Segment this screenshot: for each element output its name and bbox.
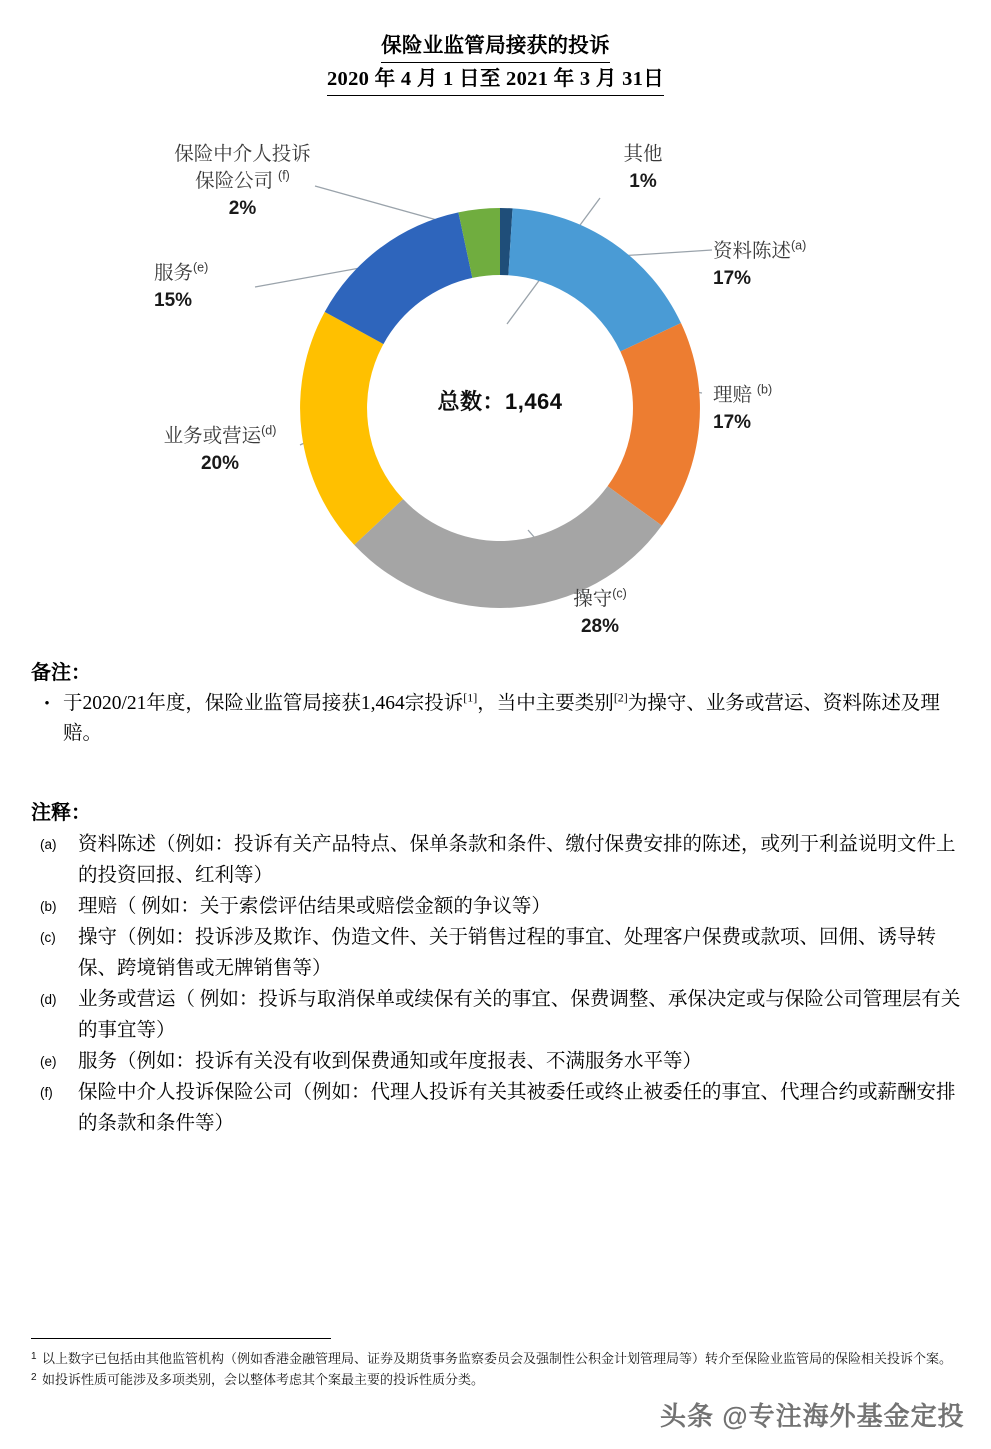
bullet-icon: •	[44, 696, 50, 712]
callout-service-label: 服务$^{(e)}$	[154, 260, 209, 284]
watermark: 头条 @专注海外基金定投	[660, 1401, 965, 1431]
footnotes-section	[31, 1348, 961, 1390]
page-title	[0, 32, 991, 96]
callout-service-sup: (e)	[193, 260, 209, 275]
callout-service	[154, 260, 284, 314]
footnote-1-mark: 1	[31, 1351, 37, 1362]
slice-claims	[608, 323, 700, 526]
callout-disclosure-value: 17%	[713, 268, 752, 289]
note-mark-c: (c)	[40, 930, 56, 945]
remarks-item-text: 于2020/21年度，保险业监管局接获1,464宗投诉[1]，当中主要类别[2]为操守、业务或营运、资料陈述及理赔。	[63, 690, 940, 744]
note-item-e	[31, 1046, 961, 1077]
callout-disclosure	[713, 238, 943, 292]
notes-section	[31, 800, 961, 1139]
footnote-2-mark: 2	[31, 1372, 37, 1383]
callout-claims-label: 理赔 $^{(b)}$	[713, 382, 773, 406]
title-line-2: 2020 年 4 月 1 日至 2021 年 3 月 31日	[327, 65, 664, 96]
note-text-b: 理赔（ 例如：关于索偿评估结果或赔偿金额的争议等）	[78, 896, 551, 917]
note-text-a: 资料陈述（例如：投诉有关产品特点、保单条款和条件、缴付保费安排的陈述，或列于利益说明文件上的投资回报、红利等）	[78, 834, 956, 886]
callout-intermediary-label-1: 保险中介人投诉	[174, 144, 311, 165]
callout-service-value: 15%	[154, 290, 193, 311]
note-text-d: 业务或营运（ 例如：投诉与取消保单或续保有关的事宜、保费调整、承保决定或与保险公司管理层有关的事宜等）	[78, 989, 961, 1041]
remarks-heading: 备注：	[31, 662, 91, 684]
slice-disclosure	[508, 208, 681, 351]
remarks-section	[31, 660, 961, 749]
remarks-sup-1: [1]	[463, 690, 478, 705]
note-text-f: 保险中介人投诉保险公司（例如：代理人投诉有关其被委任或终止被委任的事宜、代理合约或薪酬安排的条款和条件等）	[78, 1082, 956, 1134]
callout-conduct	[545, 586, 655, 640]
note-mark-e: (e)	[40, 1054, 57, 1069]
remarks-item	[31, 689, 961, 749]
callout-business	[130, 423, 310, 477]
callout-disclosure-label: 资料陈述$^{(a)}$	[713, 238, 807, 262]
callout-business-sup: (d)	[261, 423, 277, 438]
footnote-2-text: 如投诉性质可能涉及多项类别，会以整体考虑其个案最主要的投诉性质分类。	[42, 1372, 485, 1387]
note-mark-f: (f)	[40, 1085, 53, 1100]
callout-conduct-label: 操守$^{(c)}$	[573, 586, 627, 610]
note-item-b	[31, 891, 961, 922]
note-item-f	[31, 1077, 961, 1139]
callout-conduct-sup: (c)	[612, 586, 627, 601]
callout-disclosure-sup: (a)	[791, 238, 807, 253]
slice-business	[300, 312, 403, 545]
notes-heading: 注释：	[31, 802, 91, 824]
donut-chart	[0, 110, 991, 655]
callout-intermediary-value: 2%	[228, 198, 257, 219]
donut-center-total: 总数：1,464	[437, 389, 563, 414]
footnote-1	[31, 1348, 961, 1369]
callout-claims-value: 17%	[713, 412, 752, 433]
callout-intermediary-label-2: 保险公司 $^{(f)}$	[195, 168, 290, 192]
note-mark-a: (a)	[40, 837, 57, 852]
title-line-1: 保险业监管局接获的投诉	[381, 32, 610, 63]
note-item-c	[31, 922, 961, 984]
note-item-d	[31, 984, 961, 1046]
footnote-separator	[31, 1338, 331, 1339]
note-mark-d: (d)	[40, 992, 57, 1007]
callout-conduct-value: 28%	[580, 616, 620, 637]
footnote-1-text: 以上数字已包括由其他监管机构（例如香港金融管理局、证券及期货事务监察委员会及强制性公积金计划管理局等）转介至保险业监管局的保险相关投诉个案。	[42, 1351, 953, 1366]
note-text-e: 服务（例如：投诉有关没有收到保费通知或年度报表、不满服务水平等）	[78, 1051, 703, 1072]
callout-business-value: 20%	[200, 453, 240, 474]
callout-business-label: 业务或营运$^{(d)}$	[163, 423, 277, 447]
callout-claims	[713, 382, 893, 436]
note-text-c: 操守（例如：投诉涉及欺诈、伪造文件、关于销售过程的事宜、处理客户保费或款项、回佣、诱导转保、跨境销售或无牌销售等）	[78, 927, 937, 979]
note-mark-b: (b)	[40, 899, 57, 914]
remarks-sup-2: [2]	[613, 690, 628, 705]
callout-intermediary-sup: (f)	[278, 168, 290, 183]
callout-intermediary	[140, 141, 345, 222]
callout-other	[594, 141, 692, 195]
note-item-a	[31, 829, 961, 891]
callout-claims-sup: (b)	[756, 382, 773, 397]
callout-other-value: 1%	[629, 171, 657, 192]
callout-other-label: 其他	[623, 144, 663, 165]
footnote-2	[31, 1369, 961, 1390]
